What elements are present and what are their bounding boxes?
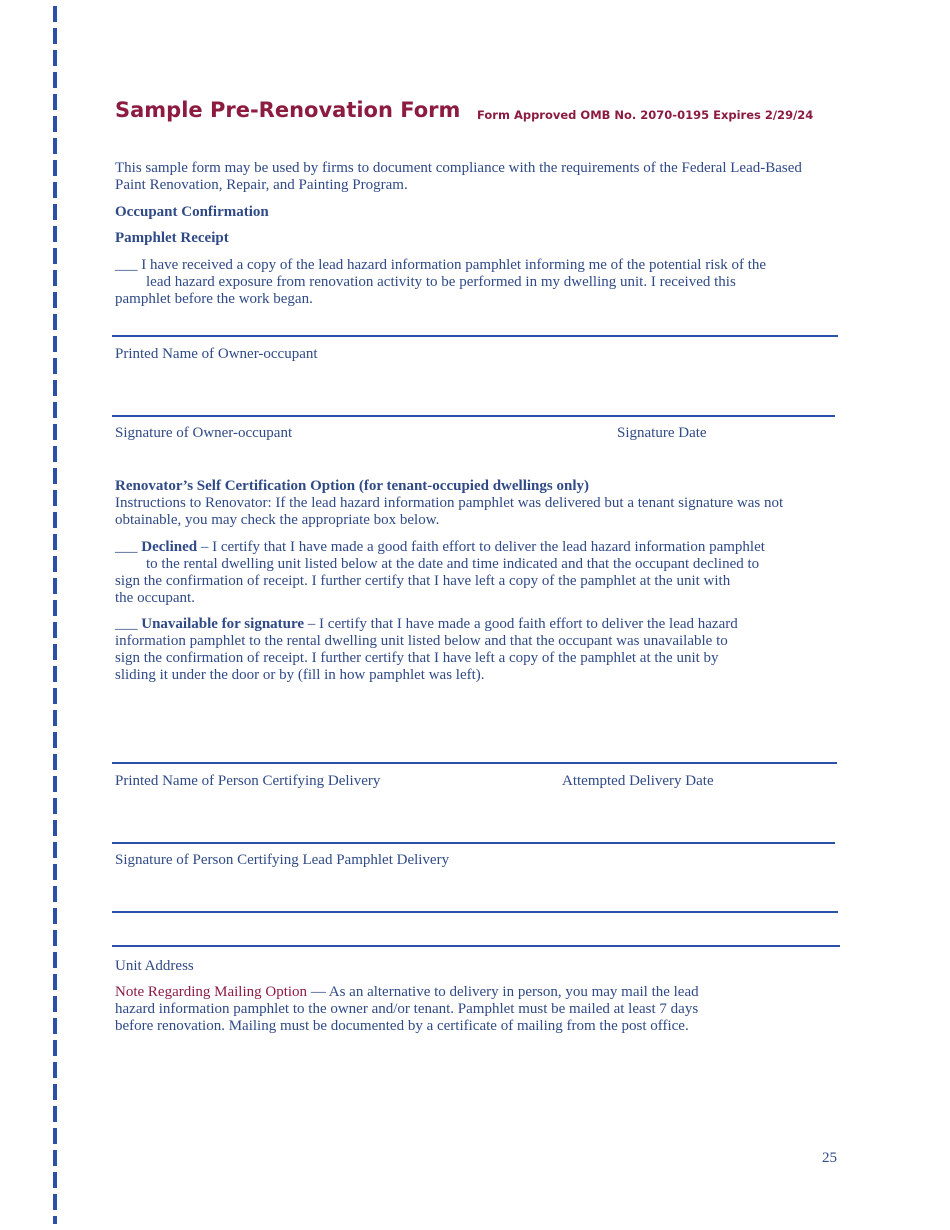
receipt-line-2: lead hazard exposure from renovation activity to be performed in my dwelling unit. I received this — [146, 274, 736, 290]
mailing-note-line-1: — As an alternative to delivery in person, you may mail the lead — [307, 984, 699, 1000]
unavailable-option — [115, 616, 835, 684]
declined-checkbox-blank[interactable]: ___ — [115, 539, 138, 555]
address-line-1[interactable] — [112, 911, 838, 913]
owner-name-label: Printed Name of Owner-occupant — [115, 346, 318, 362]
binding-perforation — [53, 6, 57, 1224]
certifier-name-label: Printed Name of Person Certifying Delivery — [115, 773, 381, 789]
unavailable-line-1: – I certify that I have made a good faith effort to deliver the lead hazard — [304, 616, 738, 632]
declined-option — [115, 539, 835, 607]
certifier-name-line[interactable] — [112, 762, 837, 764]
unavailable-line-3: sign the confirmation of receipt. I further certify that I have left a copy of the pamphlet at the unit by — [115, 650, 719, 666]
pamphlet-receipt-heading: Pamphlet Receipt — [115, 230, 229, 246]
unavailable-line-2: information pamphlet to the rental dwelling unit listed below and that the occupant was unavailable to — [115, 633, 728, 649]
mailing-note-term: Note Regarding Mailing Option — [115, 984, 308, 1000]
declined-term: Declined — [141, 539, 198, 555]
owner-signature-label: Signature of Owner-occupant — [115, 425, 293, 441]
receipt-line-1: I have received a copy of the lead hazard information pamphlet informing me of the potential risk of the — [141, 257, 767, 273]
unavailable-term: Unavailable for signature — [141, 616, 305, 632]
mailing-note-line-2: hazard information pamphlet to the owner and/or tenant. Pamphlet must be mailed at least 7 days — [115, 1001, 699, 1017]
form-title: Sample Pre-Renovation Form — [115, 98, 461, 122]
declined-line-1: – I certify that I have made a good faith effort to deliver the lead hazard information pamphlet — [197, 539, 765, 555]
receipt-line-3: pamphlet before the work began. — [115, 291, 313, 307]
renovator-heading: Renovator’s Self Certification Option (for tenant-occupied dwellings only) — [115, 478, 589, 494]
receipt-statement — [115, 257, 835, 308]
omb-approval: Form Approved OMB No. 2070-0195 Expires 2/29/24 — [477, 108, 814, 122]
mailing-note — [115, 984, 835, 1035]
renovator-instructions: Instructions to Renovator: If the lead hazard information pamphlet was delivered but a tenant signature was not obtainable, you may check the appropriate box below. — [115, 495, 784, 528]
declined-line-2: to the rental dwelling unit listed below at the date and time indicated and that the occupant declined to — [146, 556, 760, 572]
certifier-signature-line[interactable] — [112, 842, 835, 844]
page-number: 25 — [822, 1150, 837, 1166]
unavailable-line-4: sliding it under the door or by (fill in how pamphlet was left). — [115, 667, 485, 683]
mailing-note-line-3: before renovation. Mailing must be documented by a certificate of mailing from the post office. — [115, 1018, 689, 1034]
intro-text: This sample form may be used by firms to document compliance with the requirements of the Federal Lead-Based Paint Renovation, Repair, and Painting Program. — [115, 160, 802, 193]
occupant-heading: Occupant Confirmation — [115, 204, 269, 220]
receipt-checkbox-blank[interactable]: ___ — [115, 257, 138, 273]
unit-address-label: Unit Address — [115, 958, 194, 974]
owner-name-line[interactable] — [112, 335, 838, 337]
declined-line-4: the occupant. — [115, 590, 195, 606]
address-line-2[interactable] — [112, 945, 840, 947]
declined-line-3: sign the confirmation of receipt. I further certify that I have left a copy of the pamphlet at the unit with — [115, 573, 731, 589]
owner-signature-line[interactable] — [112, 415, 835, 417]
signature-date-label: Signature Date — [617, 425, 707, 441]
certifier-signature-label: Signature of Person Certifying Lead Pamphlet Delivery — [115, 852, 450, 868]
unavailable-checkbox-blank[interactable]: ___ — [115, 616, 138, 632]
attempted-date-label: Attempted Delivery Date — [562, 773, 714, 789]
